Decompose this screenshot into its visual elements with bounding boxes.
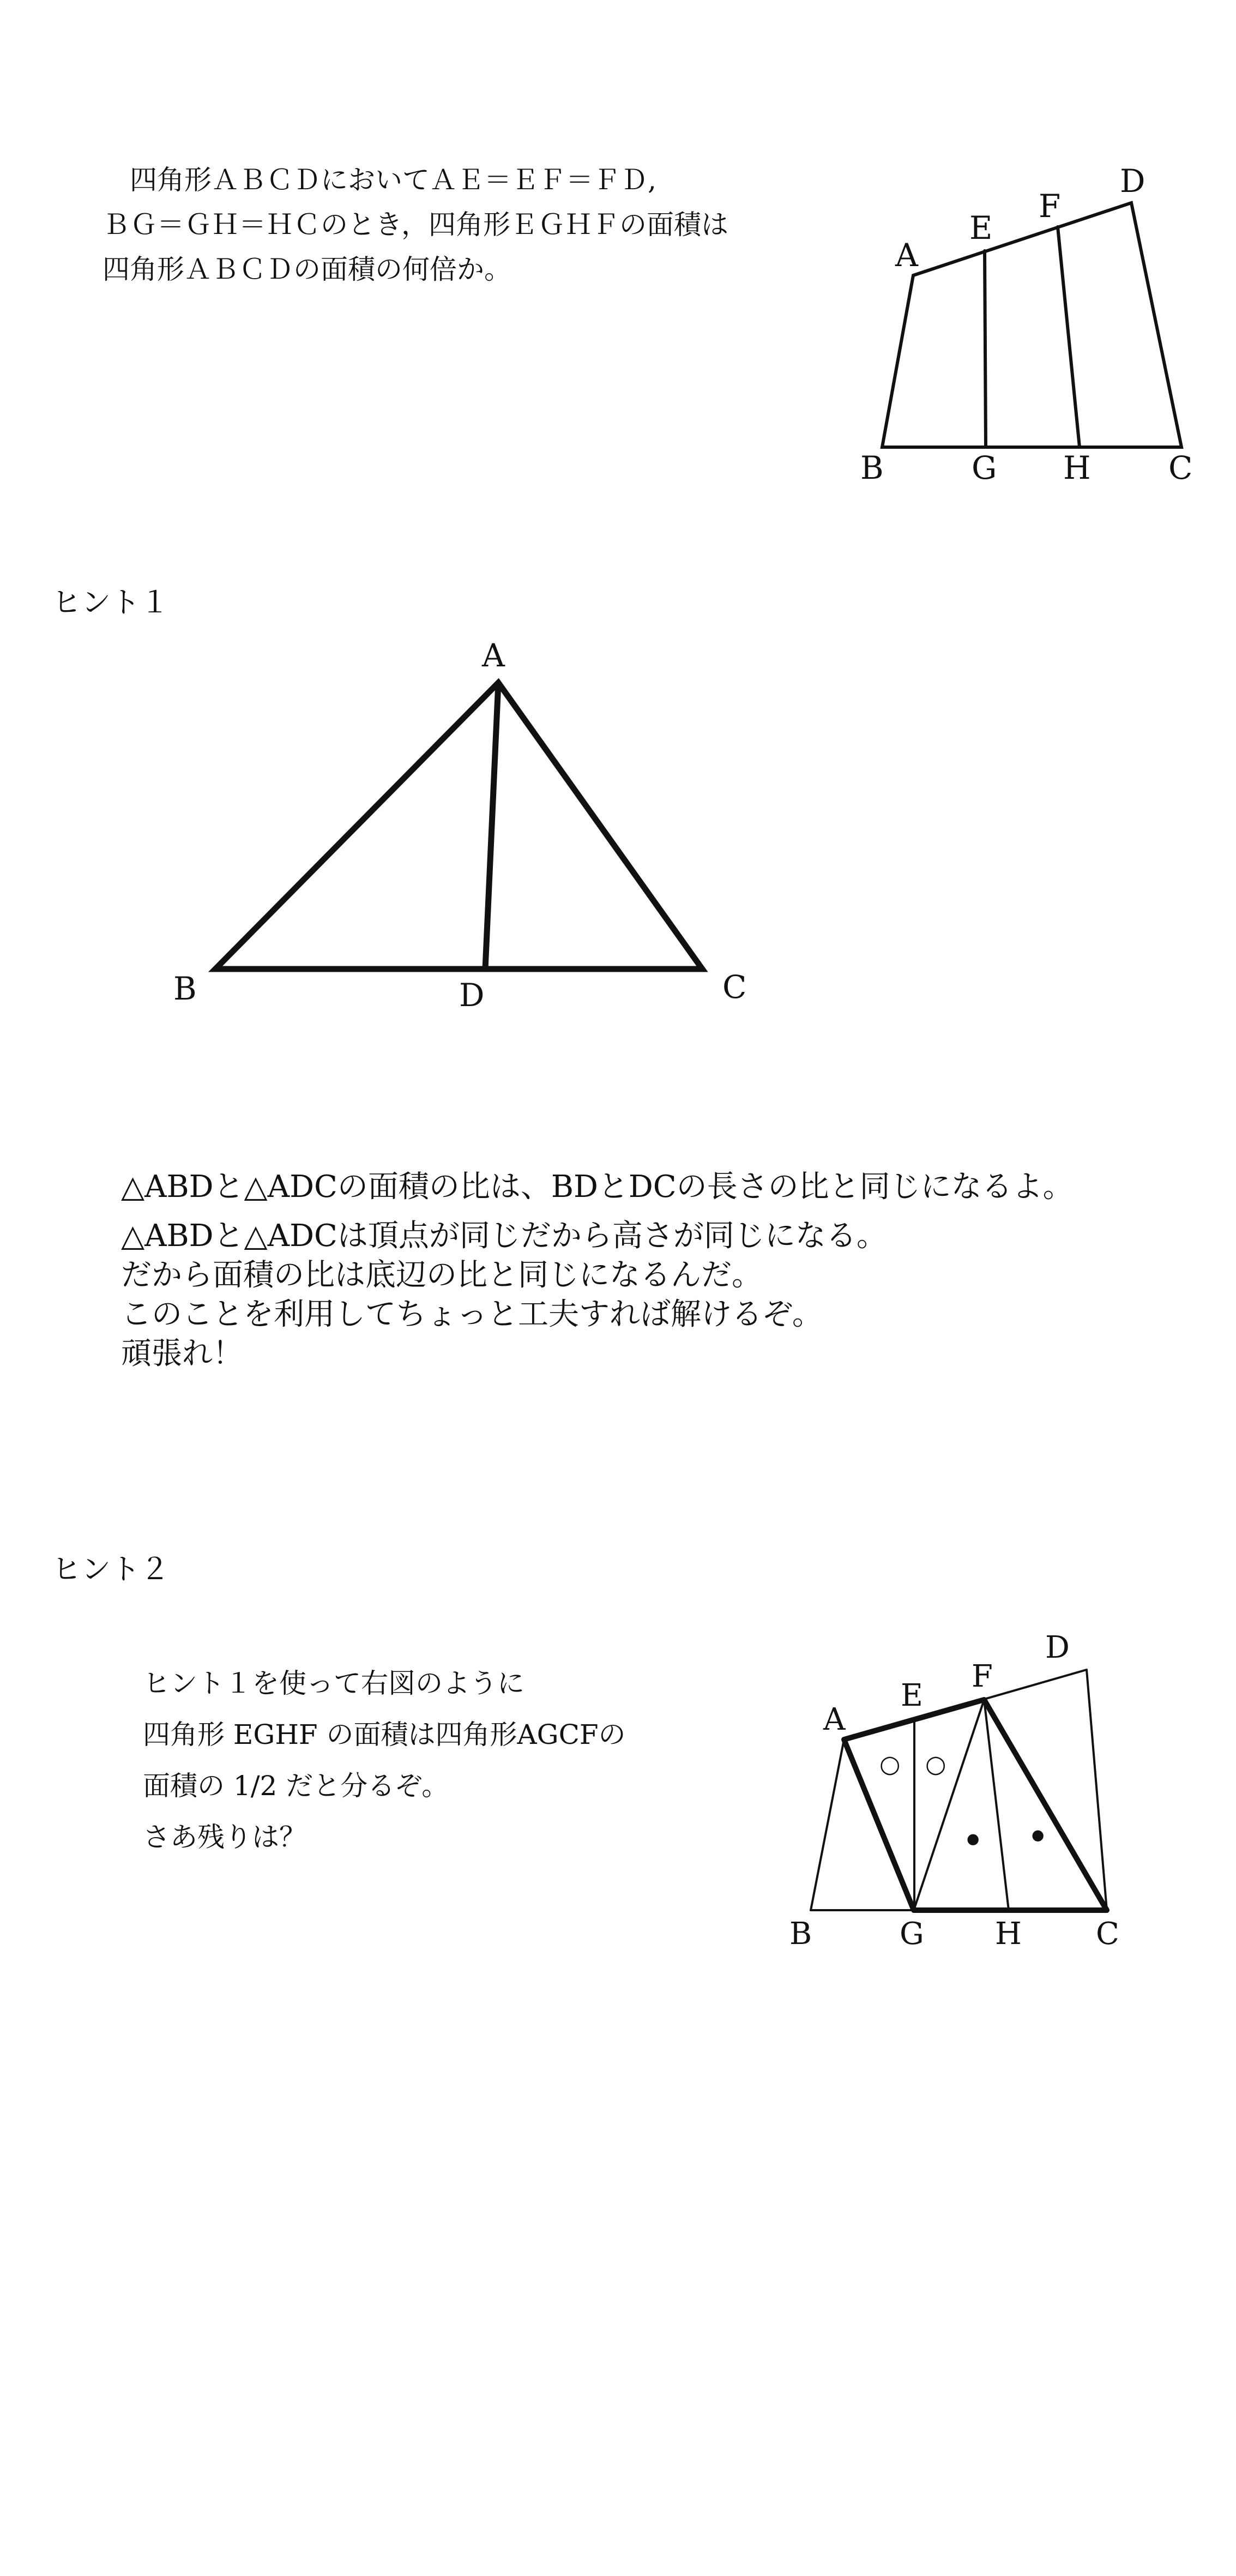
hint2-title: ヒント２ <box>52 1552 170 1586</box>
hint1-title: ヒント１ <box>52 585 170 619</box>
hint1-line-2: △ABDと△ADCは頂点が同じだから高さが同じになる。 <box>121 1218 887 1254</box>
hint2-line-3: 面積の 1/2 だと分るぞ。 <box>143 1770 449 1802</box>
h2-label-g: G <box>900 1916 924 1952</box>
label-b: B <box>860 449 884 486</box>
problem-line-3: 四角形ＡＢＣＤの面積の何倍か。 <box>103 254 511 285</box>
label-h: H <box>1063 449 1091 486</box>
problem-line-1: 四角形ＡＢＣＤにおいてＡＥ＝ＥＦ＝ＦＤ, <box>130 164 656 196</box>
hint1-line-1: △ABDと△ADCの面積の比は、BDとDCの長さの比と同じになるよ。 <box>121 1169 1074 1205</box>
h2-segment-fg <box>914 1700 984 1910</box>
hint2-line-2: 四角形 EGHF の面積は四角形AGCFの <box>143 1719 626 1750</box>
h2-label-f: F <box>972 1659 993 1694</box>
open-circle-mark-2: ○ <box>925 1750 946 1778</box>
label-c: C <box>1168 449 1193 486</box>
hint2-line-1: ヒント１を使って右図のように <box>143 1668 524 1699</box>
h2-label-b: B <box>789 1916 812 1952</box>
hint1-line-5: 頑張れ！ <box>121 1336 243 1371</box>
tri-label-d: D <box>459 977 485 1014</box>
hint1-line-3: だから面積の比は底辺の比と同じになるんだ。 <box>121 1257 762 1293</box>
open-circle-mark-1: ○ <box>879 1750 901 1778</box>
h2-segment-ab <box>811 1740 844 1910</box>
h2-label-c: C <box>1096 1916 1119 1952</box>
h2-label-a: A <box>823 1702 846 1737</box>
h2-label-e: E <box>901 1678 923 1713</box>
dot-mark-1: • <box>962 1819 985 1863</box>
problem-line-2: ＢＧ＝ＧＨ＝ＨＣのとき，四角形ＥＧＨＦの面積は <box>103 209 728 240</box>
h2-label-h: H <box>995 1916 1022 1952</box>
hint2-line-4: さあ残りは？ <box>143 1821 306 1853</box>
label-g: G <box>972 449 997 486</box>
tri-label-a: A <box>482 637 505 674</box>
label-e: E <box>969 209 993 246</box>
label-d: D <box>1120 162 1145 200</box>
h2-quad-agcf <box>844 1700 1107 1910</box>
label-a: A <box>895 237 918 274</box>
tri-label-c: C <box>722 968 747 1006</box>
label-f: F <box>1039 188 1061 225</box>
hint1-line-4: このことを利用してちょっと工夫すれば解けるぞ。 <box>121 1297 823 1332</box>
tri-label-b: B <box>173 970 197 1007</box>
h2-label-d: D <box>1045 1630 1070 1665</box>
dot-mark-2: • <box>1027 1815 1050 1859</box>
